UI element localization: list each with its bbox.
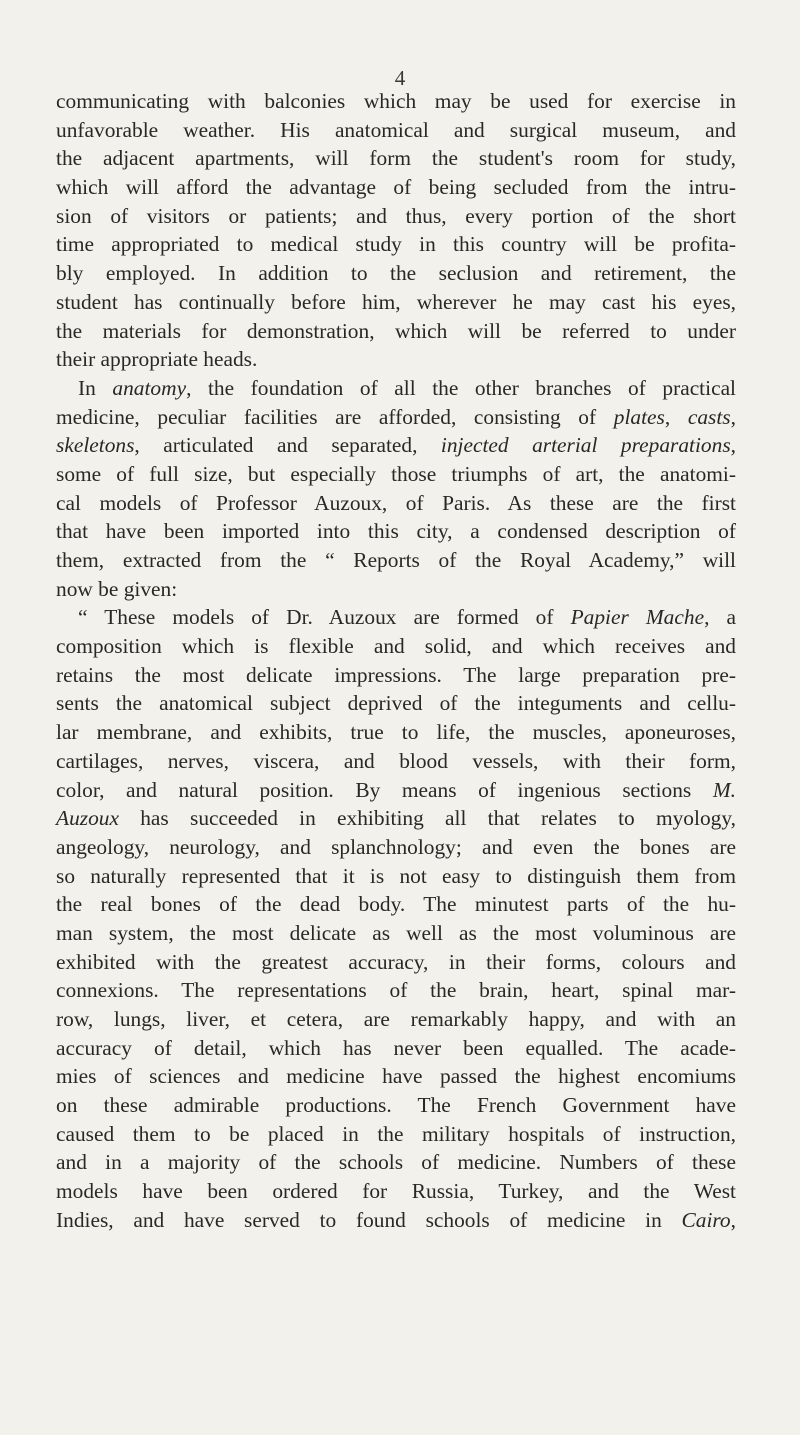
text-segment: bly employed. In addition to the seclusion and retirement, the [56,261,736,286]
text-segment: exhibited with the greatest accuracy, in their forms, colours and [56,949,736,974]
text-line [56,1120,736,1149]
text-line [56,575,736,604]
text-line [56,1034,736,1063]
text-line [56,374,736,403]
text-segment: that have been imported into this city, a condensed description of [56,519,736,544]
text-line [56,116,736,145]
text-segment: color, and natural position. By means of ingenious sections [56,777,713,802]
text-line [56,1177,736,1206]
text-segment: has succeeded in exhibiting all that relates to myology, [118,806,736,831]
text-line [56,546,736,575]
text-segment: In [78,375,113,400]
italic-text: skeletons [56,433,135,458]
text-segment: caused them to be placed in the military hospitals of instruction, [56,1121,736,1146]
text-line [56,1062,736,1091]
text-line [56,976,736,1005]
text-line [56,718,736,747]
italic-text: Cairo [681,1207,731,1232]
text-segment: accuracy of detail, which has never been equalled. The acade- [56,1035,736,1060]
text-line [56,431,736,460]
text-line [56,804,736,833]
page-number: 4 [394,66,406,90]
text-segment: , [730,1207,736,1232]
text-segment: on these admirable productions. The French Government have [56,1093,736,1118]
text-segment: cartilages, nerves, viscera, and blood vessels, with their form, [56,748,736,773]
italic-text: injected arterial preparations [440,433,731,458]
text-segment: now be given: [56,576,178,601]
text-line [56,1206,736,1235]
text-line [56,603,736,632]
text-line [56,689,736,718]
text-segment: some of full size, but especially those triumphs of art, the anatomi- [56,461,736,486]
text-line [56,919,736,948]
text-line [56,747,736,776]
text-segment: , the foundation of all the other branches of practical [186,375,737,400]
text-segment: the adjacent apartments, will form the student's room for study, [56,146,736,171]
text-segment: , a [704,605,737,630]
text-segment: sion of visitors or patients; and thus, every portion of the short [56,203,736,228]
text-line [56,661,736,690]
text-segment: Indies, and have served to found schools of medicine in [56,1207,682,1232]
text-line [56,517,736,546]
text-line [56,288,736,317]
text-segment: lar membrane, and exhibits, true to life, the muscles, aponeuroses, [56,720,736,745]
text-line [56,173,736,202]
text-segment: models have been ordered for Russia, Turkey, and the West [56,1179,736,1204]
text-line [56,259,736,288]
text-line [56,890,736,919]
text-segment: mies of sciences and medicine have passed the highest encomiums [56,1064,736,1089]
text-segment: retains the most delicate impressions. The large preparation pre- [56,662,736,687]
italic-text: casts [687,404,731,429]
text-line [56,1005,736,1034]
text-line [56,833,736,862]
text-segment: , [664,404,688,429]
text-line [56,948,736,977]
text-line [56,202,736,231]
text-line [56,144,736,173]
text-segment: so naturally represented that it is not easy to distinguish them from [56,863,736,888]
text-segment: the real bones of the dead body. The minutest parts of the hu- [56,892,736,917]
text-segment: their appropriate heads. [56,347,258,372]
text-line [56,1148,736,1177]
text-segment: composition which is flexible and solid, and which receives and [56,634,736,659]
text-segment: the materials for demonstration, which will be referred to under [56,318,736,343]
text-line [56,345,736,374]
text-line [56,87,736,116]
text-segment: and in a majority of the schools of medicine. Numbers of these [56,1150,736,1175]
italic-text: anatomy [112,375,187,400]
text-line [56,776,736,805]
text-line [56,230,736,259]
text-segment: medicine, peculiar facilities are afforded, consisting of [56,404,614,429]
text-segment: which will afford the advantage of being secluded from the intru- [56,175,736,200]
text-segment: , [730,433,736,458]
italic-text: Papier Mache [570,605,705,630]
italic-text: plates [613,404,665,429]
text-line [56,460,736,489]
text-segment: , [730,404,736,429]
text-segment: communicating with balconies which may be used for exercise in [56,89,736,113]
text-line [56,862,736,891]
text-line [56,632,736,661]
text-segment: them, extracted from the “ Reports of the Royal Academy,” will [56,548,736,572]
text-segment: connexions. The representations of the brain, heart, spinal mar- [56,978,736,1003]
text-segment: time appropriated to medical study in this country will be profita- [56,232,736,257]
body-text [56,87,736,1235]
italic-text: M. [712,777,736,802]
text-segment: sents the anatomical subject deprived of the integuments and cellu- [56,691,736,716]
text-segment: cal models of Professor Auzoux, of Paris. As these are the first [56,490,736,515]
text-segment: student has continually before him, wherever he may cast his eyes, [56,289,736,314]
text-segment: , articulated and separated, [134,433,441,458]
text-line [56,489,736,518]
text-line [56,403,736,432]
text-segment: unfavorable weather. His anatomical and surgical museum, and [56,117,736,142]
italic-text: Auzoux [56,806,119,831]
text-segment: man system, the most delicate as well as the most voluminous are [56,920,736,945]
text-segment: angeology, neurology, and splanchnology; and even the bones are [56,834,736,859]
text-segment: “ These models of Dr. Auzoux are formed of [78,605,571,630]
text-line [56,1091,736,1120]
text-segment: row, lungs, liver, et cetera, are remarkably happy, and with an [56,1007,736,1031]
text-line [56,317,736,346]
